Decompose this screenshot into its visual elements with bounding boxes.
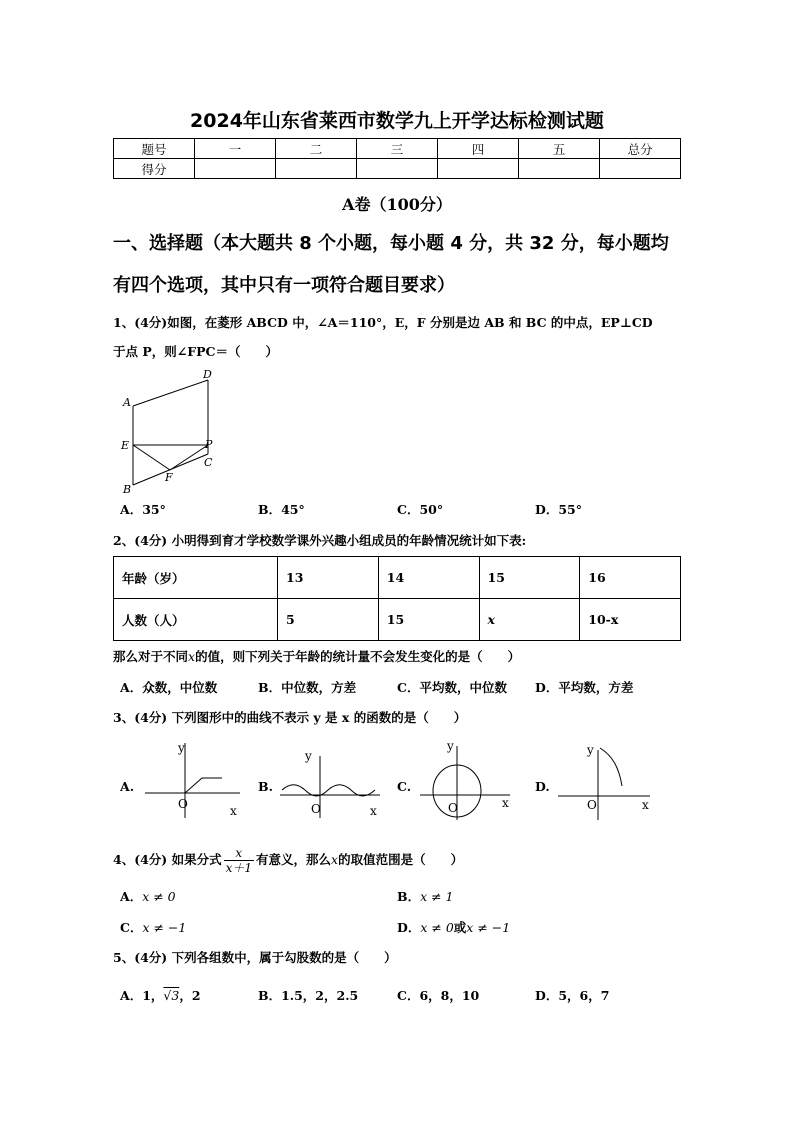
q2-option-d: D．平均数，方差: [535, 680, 634, 695]
q4-option-b: [397, 887, 454, 905]
q3-option-d-label: D.: [535, 779, 550, 794]
table-cell: 15: [479, 557, 580, 599]
score-blank-cell: [195, 159, 276, 179]
sqrt-expression: √3: [163, 988, 180, 1003]
score-table: [113, 138, 681, 179]
option-letter: A．: [120, 889, 143, 904]
q1-option-d: D．55°: [535, 502, 582, 517]
option-letter: D．: [397, 920, 421, 935]
y-axis-label: y: [587, 743, 594, 757]
score-table-score-row: [114, 159, 681, 179]
option-letter: C．: [120, 920, 143, 935]
q4-prefix: 4、(4分) 如果分式: [113, 852, 222, 867]
q5-option-a: [120, 986, 201, 1004]
page-title: 2024年山东省莱西市数学九上开学达标检测试题: [190, 110, 604, 132]
score-blank-cell: [438, 159, 519, 179]
score-cell: 题号: [114, 139, 195, 159]
score-blank-cell: [600, 159, 681, 179]
origin-label: O: [178, 797, 188, 811]
q2-age-table: [113, 556, 681, 641]
q3-text: 3、(4分) 下列图形中的曲线不表示 y 是 x 的函数的是（ ）: [113, 710, 467, 725]
table-cell: 5: [278, 599, 379, 641]
option-math: x ≠ 1: [420, 889, 454, 904]
score-blank-cell: [276, 159, 357, 179]
table-cell: x: [479, 599, 580, 641]
q1-option-c: C．50°: [397, 502, 444, 517]
q5-text: 5、(4分) 下列各组数中，属于勾股数的是（ ）: [113, 950, 397, 965]
q1-option-b: B．45°: [258, 502, 305, 517]
q4-variable-x: x: [331, 852, 339, 867]
q3-graph-d: [555, 738, 665, 823]
score-cell: 五: [519, 139, 600, 159]
q3-graph-b: [275, 738, 385, 823]
x-axis-label: x: [502, 796, 509, 810]
x-axis-label: x: [230, 804, 237, 818]
q3-graph-a: [140, 738, 250, 823]
q1-text-line2: 于点 P，则∠FPC＝（ ）: [113, 344, 278, 359]
table-cell: 年龄（岁）: [114, 557, 278, 599]
q4-mid: 有意义，那么: [255, 852, 331, 867]
function-curve: [185, 778, 222, 793]
q3-graph-c: [415, 738, 525, 823]
q2-followup-suffix: 的值，则下列关于年龄的统计量不会发生变化的是（ ）: [195, 649, 521, 664]
q4-option-a: [120, 887, 176, 905]
label-c: C: [204, 456, 213, 469]
fraction-denominator: x＋1: [225, 861, 252, 875]
label-a: A: [123, 396, 131, 409]
table-row: [114, 599, 681, 641]
score-blank-cell: [519, 159, 600, 179]
function-curve: [600, 748, 622, 786]
q2-followup-prefix: 那么对于不同: [113, 649, 189, 664]
option-or: 或: [453, 920, 467, 935]
score-table-header-row: [114, 139, 681, 159]
volume-heading: A卷（100分）: [342, 195, 452, 214]
q4-suffix: 的取值范围是（ ）: [338, 852, 464, 867]
q5-option-d: D．5，6，7: [535, 988, 610, 1003]
x-axis-label: x: [370, 804, 377, 818]
option-math: x ≠ −1: [142, 920, 187, 935]
label-f: F: [165, 471, 173, 484]
score-cell: 一: [195, 139, 276, 159]
section-heading-line2: 有四个选项，其中只有一项符合题目要求）: [113, 275, 455, 296]
segment-ef: [133, 445, 170, 470]
q2-option-b: B．中位数，方差: [258, 680, 357, 695]
q1-option-a: A．35°: [120, 502, 166, 517]
option-math: x ≠ 0: [142, 889, 176, 904]
segment-fp: [170, 445, 208, 470]
table-cell: 15: [378, 599, 479, 641]
q2-variable-x: x: [188, 649, 196, 664]
function-curve: [282, 785, 375, 796]
score-cell: 三: [357, 139, 438, 159]
label-b: B: [123, 483, 132, 496]
label-d: D: [203, 368, 212, 381]
q3-option-c-label: C.: [397, 779, 412, 794]
option-prefix: A．1，: [120, 988, 164, 1003]
table-cell: 16: [580, 557, 681, 599]
q2-option-a: A．众数，中位数: [120, 680, 218, 695]
score-cell: 得分: [114, 159, 195, 179]
q4-text: [113, 846, 693, 875]
score-cell: 总分: [600, 139, 681, 159]
option-letter: B．: [397, 889, 421, 904]
q4-option-d: [397, 918, 510, 936]
score-cell: 四: [438, 139, 519, 159]
origin-label: O: [448, 801, 458, 815]
table-row: [114, 557, 681, 599]
q4-fraction: [224, 846, 254, 875]
q5-option-b: B．1.5，2，2.5: [258, 988, 359, 1003]
y-axis-label: y: [305, 749, 312, 763]
q2-option-c: C．平均数，中位数: [397, 680, 507, 695]
y-axis-label: y: [178, 741, 185, 755]
q3-option-a-label: A.: [120, 779, 135, 794]
section-heading-line1: 一、选择题（本大题共 8 个小题，每小题 4 分，共 32 分，每小题均: [113, 233, 669, 254]
x-axis-label: x: [642, 798, 649, 812]
option-math: x ≠ 0: [420, 920, 454, 935]
q2-followup-text: [113, 647, 693, 667]
q1-text-line1: 1、(4分)如图，在菱形 ABCD 中，∠A＝110°，E，F 分别是边 AB 和 BC 的中点，EP⊥CD: [113, 315, 653, 330]
option-suffix: ，2: [179, 988, 201, 1003]
y-axis-label: y: [447, 739, 454, 753]
origin-label: O: [587, 798, 597, 812]
score-cell: 二: [276, 139, 357, 159]
fraction-numerator: x: [224, 846, 254, 861]
origin-label: O: [311, 802, 321, 816]
label-e: E: [121, 439, 130, 452]
score-blank-cell: [357, 159, 438, 179]
label-p: P: [205, 438, 213, 451]
table-cell: 13: [278, 557, 379, 599]
q1-rhombus-figure: [113, 366, 223, 498]
q5-option-c: C．6，8，10: [397, 988, 480, 1003]
q4-option-c: [120, 918, 186, 936]
table-cell: 10-x: [580, 599, 681, 641]
edge-ad: [133, 380, 208, 406]
table-cell: 人数（人）: [114, 599, 278, 641]
option-math: x ≠ −1: [466, 920, 511, 935]
q2-text: 2、(4分) 小明得到育才学校数学课外兴趣小组成员的年龄情况统计如下表:: [113, 533, 527, 548]
q3-option-b-label: B.: [258, 779, 273, 794]
table-cell: 14: [378, 557, 479, 599]
